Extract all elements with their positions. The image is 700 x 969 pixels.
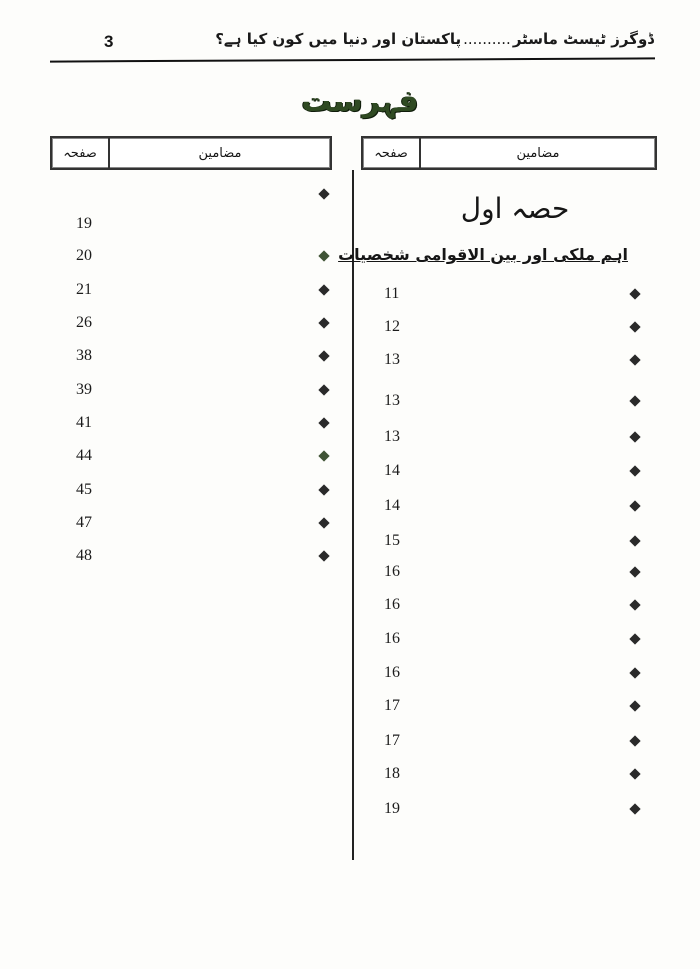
toc-item-page: 19 (76, 215, 92, 232)
diamond-bullet-icon (629, 500, 640, 511)
toc-item-page: 14 (384, 462, 400, 479)
diamond-bullet-icon (629, 354, 640, 365)
toc-item-page: 16 (384, 630, 400, 647)
diamond-bullet-icon (318, 188, 329, 199)
toc-item-page: 16 (384, 563, 400, 580)
toc-item-page: 16 (384, 664, 400, 681)
diamond-bullet-icon (629, 288, 640, 299)
toc-item-page: 14 (384, 497, 400, 514)
diamond-bullet-icon (318, 484, 329, 495)
diamond-bullet-icon (629, 735, 640, 746)
diamond-bullet-icon (318, 284, 329, 295)
diamond-bullet-icon (629, 633, 640, 644)
page-number: 3 (104, 32, 114, 51)
toc-item-page: 48 (76, 547, 92, 564)
diamond-bullet-icon (629, 768, 640, 779)
book-title: ڈوگرز ٹیسٹ ماسٹر (512, 30, 654, 48)
diamond-bullet-icon (318, 250, 329, 261)
diamond-bullet-icon (629, 667, 640, 678)
toc-item-page: 45 (76, 481, 92, 498)
toc-item-page: 20 (76, 247, 92, 264)
diamond-bullet-icon (629, 465, 640, 476)
toc-item-page: 13 (384, 392, 400, 409)
left-topics-column-header: مضامین (198, 145, 242, 161)
diamond-bullet-icon (629, 431, 640, 442)
toc-item-page: 44 (76, 447, 92, 464)
toc-item-page: 18 (384, 765, 400, 782)
running-header (215, 30, 654, 48)
diamond-bullet-icon (629, 395, 640, 406)
diamond-bullet-icon (629, 803, 640, 814)
header-subject: پاکستان اور دنیا میں کون کیا ہے؟ (215, 30, 462, 48)
diamond-bullet-icon (318, 450, 329, 461)
diamond-bullet-icon (629, 700, 640, 711)
diamond-bullet-icon (318, 550, 329, 561)
right-page-column-header: صفحہ (363, 138, 421, 168)
diamond-bullet-icon (629, 321, 640, 332)
diamond-bullet-icon (629, 535, 640, 546)
right-table-header (361, 136, 657, 170)
diamond-bullet-icon (629, 599, 640, 610)
toc-item-page: 41 (76, 414, 92, 431)
toc-item-page: 21 (76, 281, 92, 298)
toc-item-page: 16 (384, 596, 400, 613)
right-topics-column-header: مضامین (516, 145, 560, 161)
toc-item-page: 19 (384, 800, 400, 817)
toc-item-page: 39 (76, 381, 92, 398)
toc-item-page: 26 (76, 314, 92, 331)
toc-item-page: 38 (76, 347, 92, 364)
left-table-header (50, 136, 332, 170)
diamond-bullet-icon (318, 384, 329, 395)
toc-item-page: 15 (384, 532, 400, 549)
toc-item-page: 47 (76, 514, 92, 531)
toc-item-page: 11 (384, 285, 400, 302)
diamond-bullet-icon (318, 417, 329, 428)
header-separator: .......... (463, 30, 511, 48)
diamond-bullet-icon (318, 317, 329, 328)
diamond-bullet-icon (318, 350, 329, 361)
column-divider (352, 170, 354, 860)
toc-item-page: 17 (384, 732, 400, 749)
part-heading: حصہ اول (460, 192, 570, 225)
page-title: فہرست (301, 84, 419, 119)
section-heading: اہم ملکی اور بین الاقوامی شخصیات (338, 245, 628, 264)
toc-item-page: 12 (384, 318, 400, 335)
toc-item-page: 13 (384, 428, 400, 445)
diamond-bullet-icon (629, 566, 640, 577)
toc-item-page: 17 (384, 697, 400, 714)
left-page-column-header: صفحہ (52, 138, 110, 168)
diamond-bullet-icon (318, 517, 329, 528)
toc-item-page: 13 (384, 351, 400, 368)
header-rule (50, 57, 655, 62)
